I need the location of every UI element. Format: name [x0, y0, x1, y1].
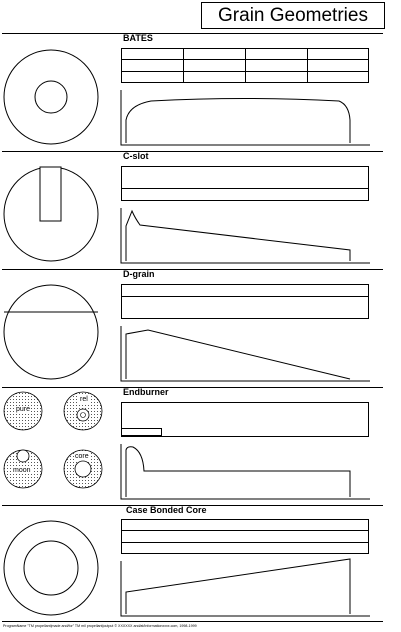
d-grain-data-table: [121, 284, 369, 319]
bates-thrust-curve: [121, 88, 371, 146]
case-bonded-core-data-table: [121, 519, 369, 554]
c-slot-grain-diagram: [3, 161, 101, 267]
footer-copyright: ProgramName "TM propellant|made and/for" TM mil propellant|output © XXXXXX and/at/Informationxxxx.com, 1998-1999: [3, 624, 197, 628]
endburner-label-moon: moon: [13, 467, 31, 474]
section-divider: [2, 269, 383, 270]
endburner-label-core: core: [75, 453, 89, 460]
bates-grain-diagram: [3, 43, 101, 149]
section-divider: [2, 387, 383, 388]
c-slot-data-table: [121, 166, 369, 201]
bates-data-table: [121, 48, 369, 83]
endburner-small-bar: [121, 428, 163, 437]
endburner-label-pure: pure: [16, 406, 31, 413]
section-label-c-slot: C-slot: [123, 151, 149, 161]
endburner-label-rel: rel: [80, 396, 88, 403]
section-divider: [2, 621, 383, 622]
c-slot-thrust-curve: [121, 206, 371, 264]
d-grain-diagram: [3, 279, 101, 385]
case-bonded-core-diagram: [3, 512, 101, 618]
page-title: Grain Geometries: [201, 2, 385, 29]
section-divider: [2, 33, 383, 34]
section-divider: [2, 151, 383, 152]
endburner-thrust-curve: [121, 442, 371, 500]
d-grain-thrust-curve: [121, 324, 371, 382]
case-bonded-core-thrust-curve: [121, 559, 371, 617]
section-label-case-bonded-core: Case Bonded Core: [126, 505, 207, 515]
section-label-d-grain: D-grain: [123, 269, 155, 279]
section-label-endburner: Endburner: [123, 387, 169, 397]
section-label-bates: BATES: [123, 33, 153, 43]
